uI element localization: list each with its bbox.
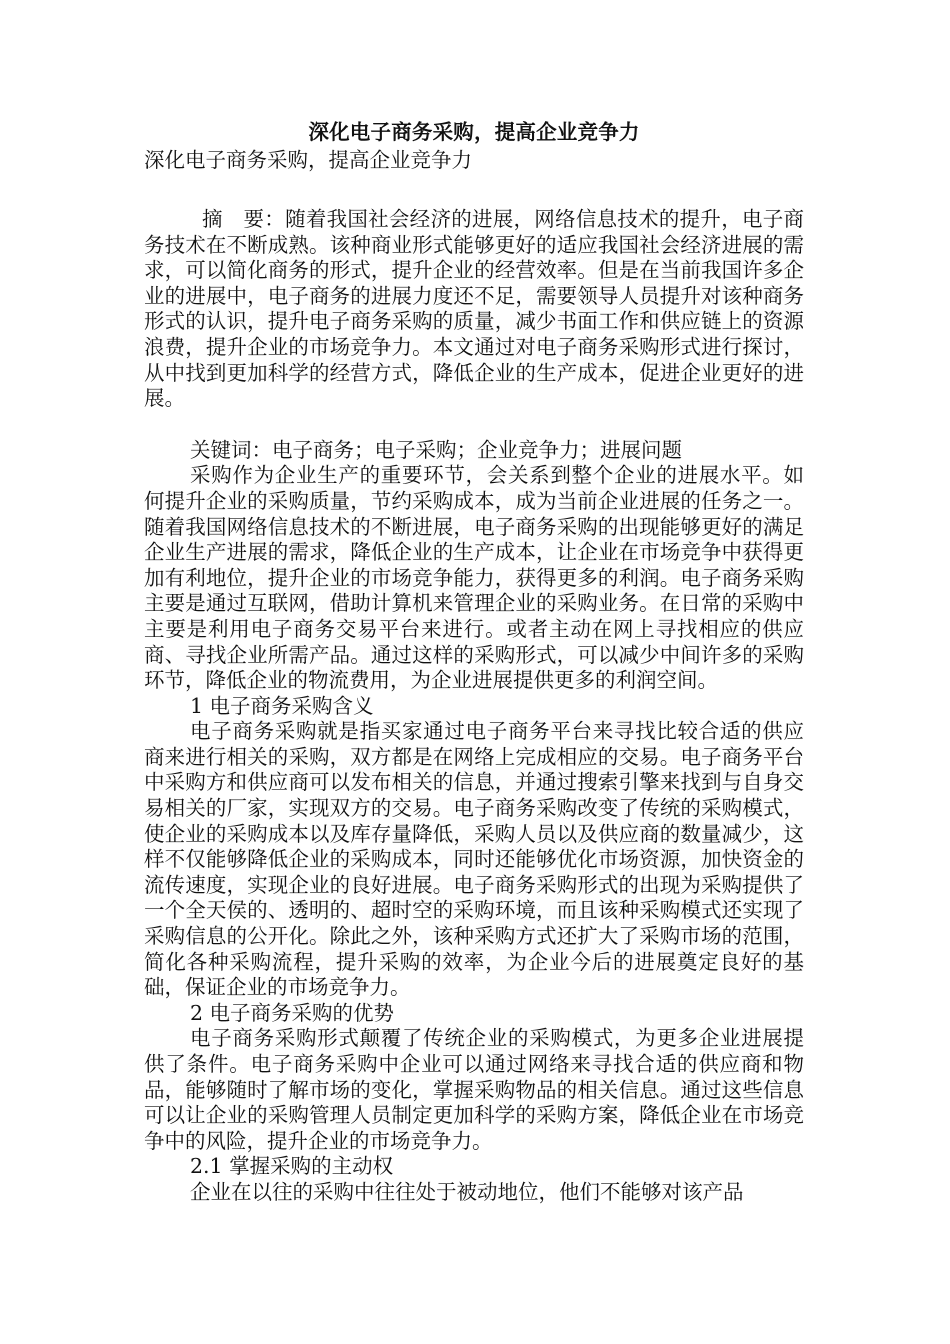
section-1-paragraph: 电子商务采购就是指买家通过电子商务平台来寻找比较合适的供应商来进行相关的采购，双方都是在网络上完成相应的交易。电子商务平台中采购方和供应商可以发布相关的信息，并通过搜索引擎来找到与自身交易相关的厂家，实现双方的交易。电子商务采购改变了传统的采购模式，使企业的采购成本以及库存量降低，采购人员以及供应商的数量减少，这样不仅能够降低企业的采购成本，同时还能够优化市场资源，加快资金的流传速度，实现企业的良好进展。电子商务采购形式的出现为采购提供了一个全天侯的、透明的、超时空的采购环境，而且该种采购模式还实现了采购信息的公开化。除此之外，该种采购方式还扩大了采购市场的范围，简化各种采购流程，提升采购的效率，为企业今后的进展奠定良好的基础，保证企业的市场竞争力。: [144, 719, 804, 1000]
section-heading-1: 1 电子商务采购含义: [190, 693, 374, 718]
section-2-paragraph: 电子商务采购形式颠覆了传统企业的采购模式，为更多企业进展提供了条件。电子商务采购中企业可以通过网络来寻找合适的供应商和物品，能够随时了解市场的变化，掌握采购物品的相关信息。通过这些信息可以让企业的采购管理人员制定更加科学的采购方案，降低企业在市场竞争中的风险，提升企业的市场竞争力。: [144, 1026, 804, 1153]
document-subtitle: 深化电子商务采购，提高企业竞争力: [144, 148, 472, 172]
section-2-1-paragraph: 企业在以往的采购中往往处于被动地位，他们不能够对该产品: [190, 1179, 744, 1204]
intro-paragraph: 采购作为企业生产的重要环节，会关系到整个企业的进展水平。如何提升企业的采购质量，节约采购成本，成为当前企业进展的任务之一。随着我国网络信息技术的不断进展，电子商务采购的出现能够更好的满足企业生产进展的需求，降低企业的生产成本，让企业在市场竞争中获得更加有利地位，提升企业的市场竞争能力，获得更多的利润。电子商务采购主要是通过互联网，借助计算机来管理企业的采购业务。在日常的采购中主要是利用电子商务交易平台来进行。或者主动在网上寻找相应的供应商、寻找企业所需产品。通过这样的采购形式，可以减少中间许多的采购环节，降低企业的物流费用，为企业进展提供更多的利润空间。: [144, 463, 804, 693]
section-heading-2-1: 2.1 掌握采购的主动权: [190, 1154, 394, 1179]
document-title: 深化电子商务采购，提高企业竞争力: [308, 120, 640, 144]
abstract-paragraph: 摘 要：随着我国社会经济的进展，网络信息技术的提升，电子商务技术在不断成熟。该种商业形式能够更好的适应我国社会经济进展的需求，可以简化商务的形式，提升企业的经营效率。但是在当前我国许多企业的进展中，电子商务的进展力度还不足，需要领导人员提升对该种商务形式的认识，提升电子商务采购的质量，减少书面工作和供应链上的资源浪费，提升企业的市场竞争力。本文通过对电子商务采购形式进行探讨，从中找到更加科学的经营方式，降低企业的生产成本，促进企业更好的进展。: [144, 207, 804, 411]
section-heading-2: 2 电子商务采购的优势: [190, 1000, 395, 1025]
keywords-line: 关键词：电子商务；电子采购；企业竞争力；进展问题: [190, 437, 682, 462]
document-page: [144, 118, 804, 1206]
